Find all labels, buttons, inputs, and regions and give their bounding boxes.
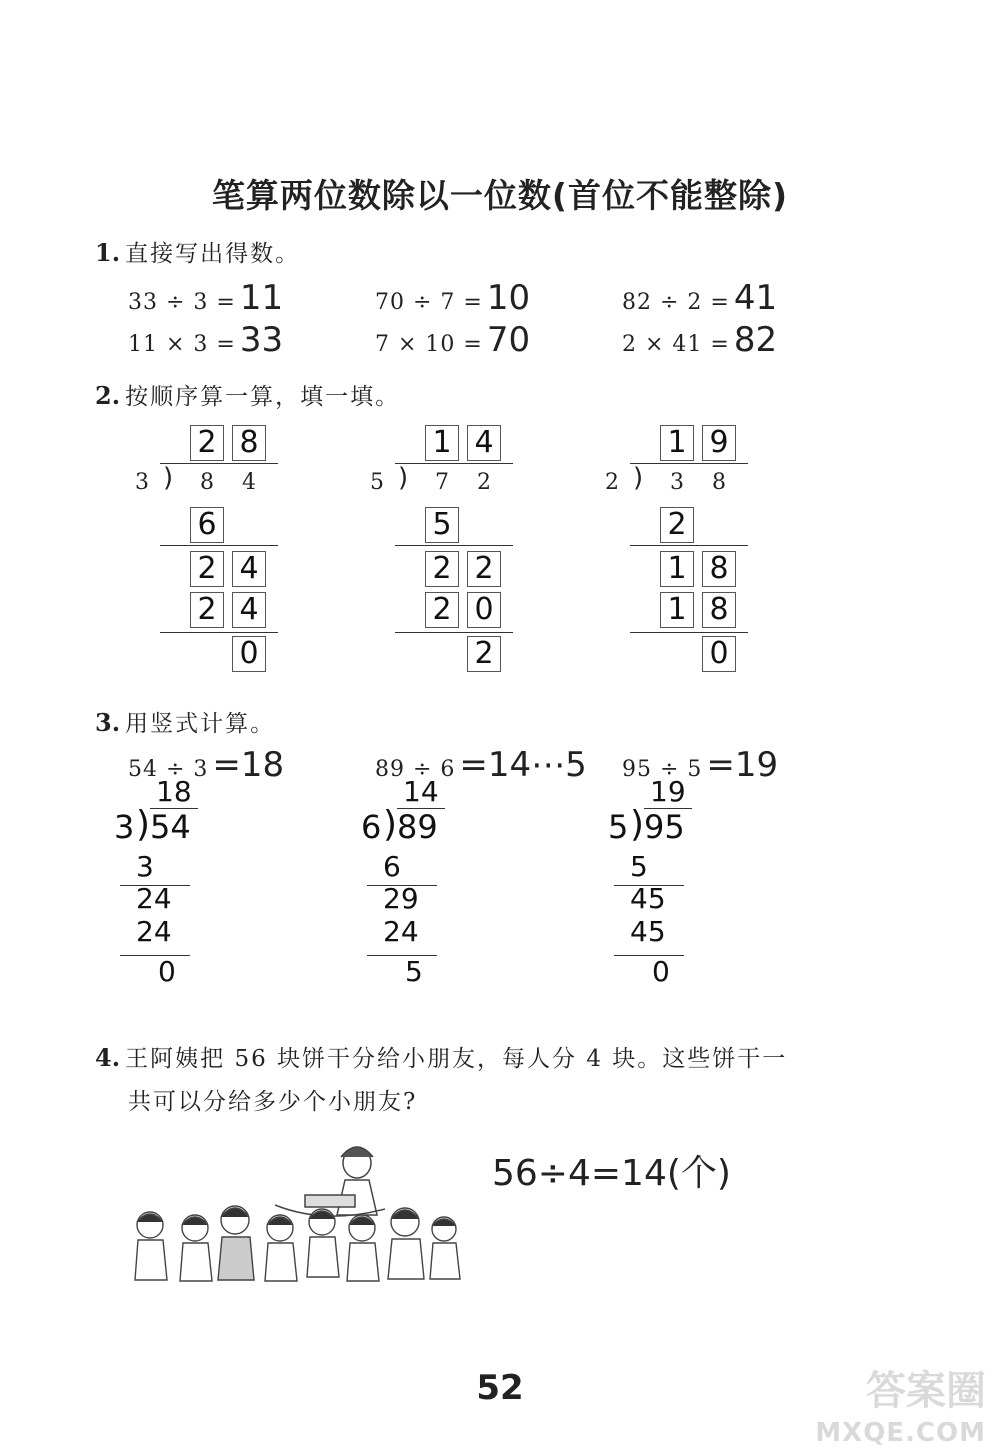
calc-header: [128, 745, 284, 785]
answer-box: 2: [190, 592, 224, 628]
answer-box: 1: [660, 551, 694, 587]
handwritten-answer: 82: [733, 320, 778, 360]
handwritten-answer: 11: [239, 278, 284, 318]
work-quotient: 18: [156, 775, 192, 808]
work-quotient: 19: [650, 775, 686, 808]
answer-box: 8: [232, 425, 266, 461]
page-number: 52: [476, 1368, 524, 1408]
answer-box: 9: [702, 425, 736, 461]
division-bracket: ): [136, 804, 151, 845]
equation: [375, 278, 530, 318]
dividend-digit: 3: [670, 470, 684, 495]
answer-box: 4: [467, 425, 501, 461]
subtraction-line: [395, 632, 513, 633]
answer-box: 1: [660, 592, 694, 628]
question-text: 直接写出得数。: [125, 241, 301, 267]
work-step: 3: [136, 850, 154, 883]
dividend-digit: 7: [435, 470, 449, 495]
answer-box: 0: [232, 636, 266, 672]
equation: [128, 320, 283, 360]
division-bracket: ): [398, 463, 409, 493]
handwritten-result: =18: [212, 745, 285, 785]
question-text: 用竖式计算。: [125, 711, 276, 737]
work-step: 45: [630, 882, 666, 915]
answer-box: 5: [425, 507, 459, 543]
work-step: 24: [383, 915, 419, 948]
work-step: 24: [136, 915, 172, 948]
answer-box: 6: [190, 507, 224, 543]
work-divisor: 3: [114, 808, 135, 846]
divisor: 2: [605, 470, 619, 495]
answer-box: 2: [425, 551, 459, 587]
work-remainder: 0: [158, 955, 176, 988]
subtraction-line: [367, 955, 437, 956]
question-number: 1.: [95, 238, 121, 267]
question-text-line2: 共可以分给多少个小朋友?: [128, 1089, 418, 1115]
equation-expression: 7 × 10 =: [375, 332, 483, 357]
question-4-header: [95, 1040, 787, 1073]
answer-box: 2: [190, 425, 224, 461]
work-dividend: 89: [397, 808, 438, 846]
equation-expression: 70 ÷ 7 =: [375, 290, 483, 315]
handwritten-answer: 10: [486, 278, 531, 318]
question-number: 2.: [95, 381, 121, 410]
subtraction-line: [160, 632, 278, 633]
handwritten-result: =14⋯5: [459, 745, 587, 785]
work-step: 24: [136, 882, 172, 915]
answer-box: 4: [232, 551, 266, 587]
division-bracket: ): [163, 463, 174, 493]
answer-box: 2: [660, 507, 694, 543]
dividend-digit: 2: [477, 470, 491, 495]
subtraction-line: [120, 955, 190, 956]
work-remainder: 0: [652, 955, 670, 988]
calc-expression: 54 ÷ 3: [128, 757, 209, 782]
question-number: 3.: [95, 708, 121, 737]
children-illustration: [125, 1135, 470, 1285]
equation: [375, 320, 530, 360]
question-text: 按顺序算一算，填一填。: [125, 384, 401, 410]
division-bar: [630, 463, 748, 464]
watermark-bottom: MXQE.COM: [815, 1418, 986, 1448]
equation: [128, 278, 283, 318]
watermark-top: 答案圈: [866, 1368, 986, 1414]
dividend-digit: 8: [200, 470, 214, 495]
q4-answer: 56÷4=14(个): [492, 1153, 731, 1194]
equation: [622, 320, 777, 360]
handwritten-answer: 41: [733, 278, 778, 318]
calc-header: [622, 745, 778, 785]
handwritten-result: =19: [706, 745, 779, 785]
subtraction-line: [630, 632, 748, 633]
work-step: 45: [630, 915, 666, 948]
work-remainder: 5: [405, 955, 423, 988]
answer-box: 8: [702, 551, 736, 587]
work-dividend: 95: [644, 808, 685, 846]
watermark-logo: [815, 1370, 986, 1454]
work-divisor: 6: [361, 808, 382, 846]
question-text-line1: 王阿姨把 56 块饼干分给小朋友，每人分 4 块。这些饼干一: [125, 1046, 788, 1072]
subtraction-line: [160, 545, 278, 546]
division-bracket: ): [633, 463, 644, 493]
calc-expression: 89 ÷ 6: [375, 757, 456, 782]
subtraction-line: [395, 545, 513, 546]
question-3-header: [95, 705, 275, 738]
equation: [622, 278, 777, 318]
subtraction-line: [630, 545, 748, 546]
answer-box: 8: [702, 592, 736, 628]
subtraction-line: [614, 955, 684, 956]
work-quotient: 14: [403, 775, 439, 808]
work-divisor: 5: [608, 808, 629, 846]
answer-box: 2: [467, 636, 501, 672]
answer-box: 0: [467, 592, 501, 628]
calc-expression: 95 ÷ 5: [622, 757, 703, 782]
divisor: 3: [135, 470, 149, 495]
answer-box: 1: [425, 425, 459, 461]
division-bracket: ): [383, 804, 398, 845]
answer-box: 2: [190, 551, 224, 587]
work-step: 6: [383, 850, 401, 883]
division-bar: [395, 463, 513, 464]
answer-box: 2: [467, 551, 501, 587]
division-bar: [160, 463, 278, 464]
equation-expression: 33 ÷ 3 =: [128, 290, 236, 315]
question-2-header: [95, 378, 400, 411]
work-step: 29: [383, 882, 419, 915]
division-bracket: ): [630, 804, 645, 845]
answer-box: 0: [702, 636, 736, 672]
dividend-digit: 8: [712, 470, 726, 495]
handwritten-answer: 70: [486, 320, 531, 360]
dividend-digit: 4: [242, 470, 256, 495]
handwritten-answer: 33: [239, 320, 284, 360]
page-title: 笔算两位数除以一位数(首位不能整除): [211, 176, 789, 215]
equation-expression: 82 ÷ 2 =: [622, 290, 730, 315]
answer-box: 1: [660, 425, 694, 461]
question-1-header: [95, 235, 300, 268]
equation-expression: 2 × 41 =: [622, 332, 730, 357]
question-number: 4.: [95, 1043, 121, 1072]
answer-box: 2: [425, 592, 459, 628]
divisor: 5: [370, 470, 384, 495]
answer-box: 4: [232, 592, 266, 628]
equation-expression: 11 × 3 =: [128, 332, 236, 357]
work-dividend: 54: [150, 808, 191, 846]
work-step: 5: [630, 850, 648, 883]
